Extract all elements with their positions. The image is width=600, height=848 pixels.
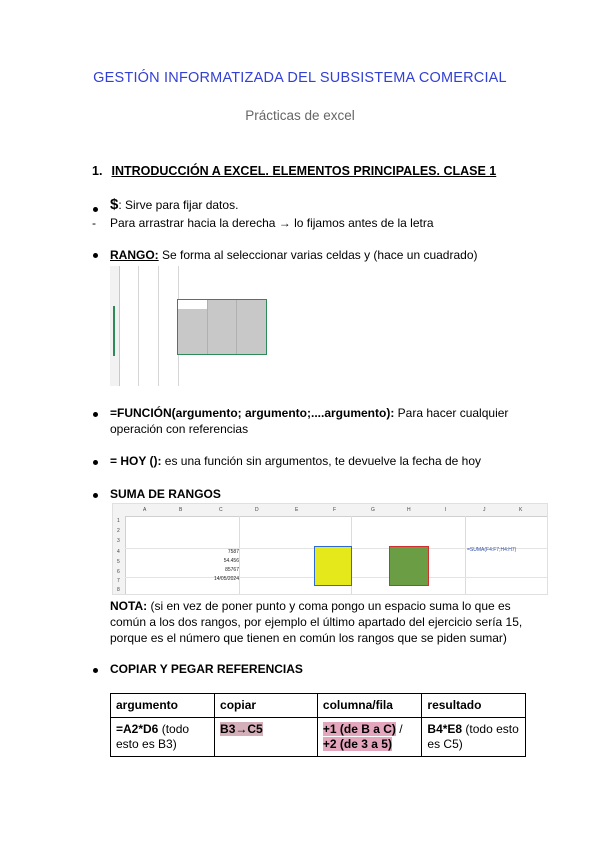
cell-value: 85767 <box>225 567 239 573</box>
bullet-icon <box>93 207 98 212</box>
bullet-icon <box>93 253 98 258</box>
table-row <box>111 718 526 757</box>
row-header: 2 <box>117 528 120 534</box>
column-header: E <box>295 507 299 513</box>
section-heading <box>92 164 496 178</box>
active-cell <box>178 300 208 309</box>
argument-formula: =A2*D6 <box>116 722 159 736</box>
selected-row-marker <box>113 306 115 356</box>
column-offset: +1 (de B a C) <box>322 722 396 736</box>
column-header: J <box>483 507 486 513</box>
range-divider <box>207 300 208 354</box>
row-header-strip <box>110 266 120 386</box>
row-header: 8 <box>117 587 120 593</box>
column-header: B <box>179 507 183 513</box>
dollar-item <box>110 197 238 213</box>
copy-cell <box>215 718 318 757</box>
bullet-icon <box>93 668 98 673</box>
cell-value: 54.456 <box>223 558 239 564</box>
row-header: 1 <box>117 518 120 524</box>
column-header: A <box>143 507 147 513</box>
column-headers <box>113 504 547 516</box>
suma-screenshot <box>112 503 548 595</box>
selected-range <box>177 299 267 355</box>
row-offset: +2 (de 3 a 5) <box>322 737 392 751</box>
cell-value: 7587 <box>227 549 239 555</box>
column-divider <box>138 266 139 386</box>
row-header: 3 <box>117 538 120 544</box>
range-screenshot <box>110 266 270 386</box>
funcion-item <box>110 405 530 437</box>
copy-from: B3 <box>220 722 236 736</box>
nota-line-1: (si en vez de poner punto y coma pongo un espacio suma lo que es <box>147 599 511 613</box>
rango-item <box>110 247 478 263</box>
range-f-highlight <box>314 546 352 586</box>
bullet-icon <box>93 460 98 465</box>
hoy-text: es una función sin argumentos, te devuelve la fecha de hoy <box>161 454 481 468</box>
offset-separator: / <box>395 722 403 736</box>
grid-line <box>465 516 466 594</box>
cell-values <box>203 548 239 584</box>
column-header: H <box>407 507 411 513</box>
suma-heading: SUMA DE RANGOS <box>110 487 221 501</box>
column-header: D <box>255 507 259 513</box>
table-header-cell: resultado <box>422 694 526 718</box>
dash-text: Para arrastrar hacia la derecha → lo fijamos antes de la letra <box>110 216 434 230</box>
cell-value: 14/05/2024 <box>213 576 239 582</box>
dollar-symbol: $ <box>110 196 119 213</box>
bullet-icon <box>93 412 98 417</box>
offset-cell <box>317 718 422 757</box>
result-cell <box>422 718 526 757</box>
column-header: F <box>333 507 337 513</box>
copiar-heading: COPIAR Y PEGAR REFERENCIAS <box>110 662 303 676</box>
bullet-icon <box>93 493 98 498</box>
rango-label: RANGO: <box>110 248 159 262</box>
row-header: 6 <box>117 569 120 575</box>
funcion-text-2: operación con referencias <box>110 422 249 436</box>
document-title: GESTIÓN INFORMATIZADA DEL SUBSISTEMA COMERCIAL <box>93 70 507 86</box>
row-header: 4 <box>117 549 120 555</box>
rango-text: Se forma al seleccionar varias celdas y (hace un cuadrado) <box>158 248 478 262</box>
copy-arrow: → <box>235 722 248 736</box>
funcion-label: =FUNCIÓN(argumento; argumento;....argumento): <box>110 406 395 420</box>
funcion-text: Para hacer cualquier <box>394 406 509 420</box>
range-divider <box>236 300 237 354</box>
argument-note: (todo esto es B3) <box>116 722 190 751</box>
table-header-cell: columna/fila <box>317 694 422 718</box>
section-title: INTRODUCCIÓN A EXCEL. ELEMENTOS PRINCIPALES. CLASE 1 <box>111 164 497 178</box>
section-number: 1. <box>92 164 103 178</box>
dollar-text: : Sirve para fijar datos. <box>118 198 239 212</box>
nota-paragraph <box>110 598 550 646</box>
nota-line-2: común a los dos rangos, por ejemplo el último apartado del ejercicio sería 15, <box>110 615 523 629</box>
column-header: C <box>219 507 223 513</box>
column-header: K <box>519 507 523 513</box>
column-header: G <box>371 507 375 513</box>
nota-label: NOTA: <box>110 599 148 613</box>
hoy-item <box>110 453 481 469</box>
table-header-cell: copiar <box>215 694 318 718</box>
table-header-row <box>111 694 526 718</box>
dash-marker: - <box>92 216 96 230</box>
nota-line-3: porque es el número que tienen en común los rangos que se piden sumar) <box>110 631 507 645</box>
hoy-label: = HOY (): <box>110 454 162 468</box>
range-h-highlight <box>389 546 429 586</box>
argument-cell <box>111 718 215 757</box>
row-header: 5 <box>117 559 120 565</box>
document-subtitle: Prácticas de excel <box>245 108 355 123</box>
column-divider <box>158 266 159 386</box>
grid-line <box>239 516 240 594</box>
formula-cell: =SUMA(F4:F7;H4:H7) <box>467 547 517 553</box>
result-formula: B4*E8 <box>427 722 463 736</box>
row-header: 7 <box>117 578 120 584</box>
result-note: (todo esto es C5) <box>427 722 519 751</box>
table-header-cell: argumento <box>111 694 215 718</box>
copy-to: C5 <box>247 722 263 736</box>
references-table <box>110 693 526 757</box>
column-header: I <box>445 507 447 513</box>
row-headers <box>113 516 125 594</box>
